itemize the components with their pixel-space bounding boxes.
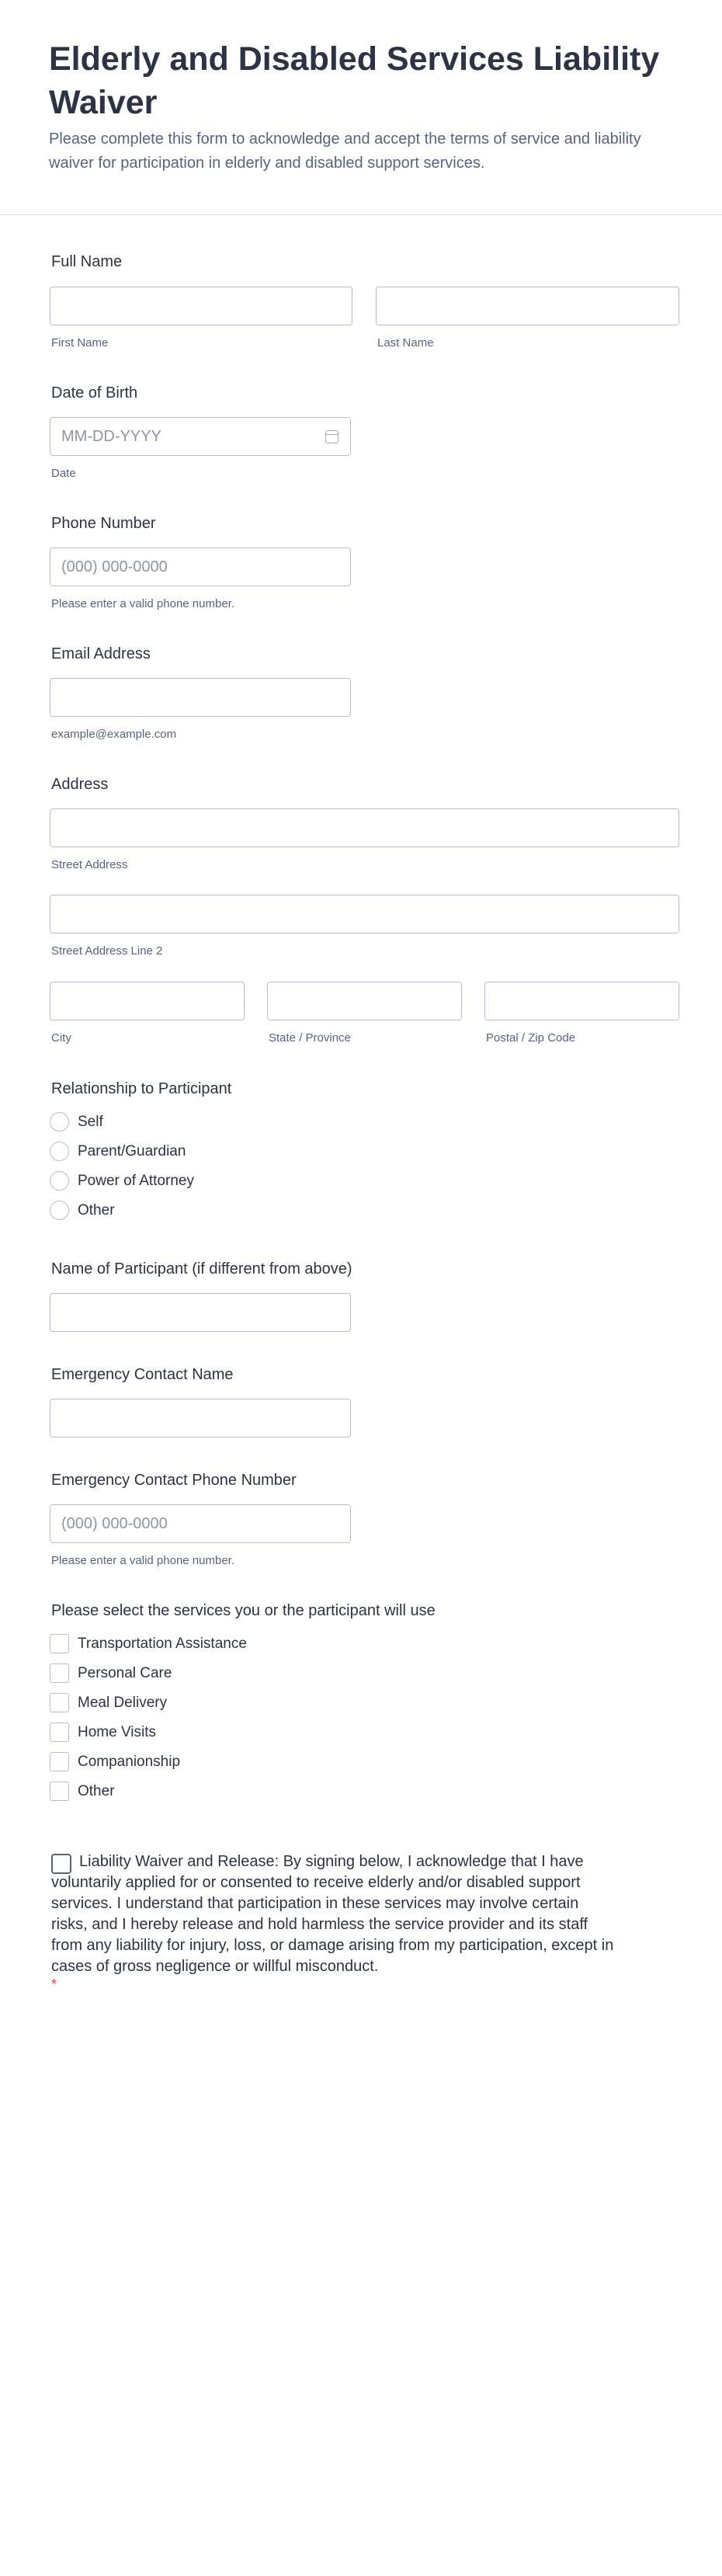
radio-parent-guardian[interactable]	[50, 1142, 69, 1161]
first-name-input[interactable]	[50, 287, 352, 325]
zip-input[interactable]	[484, 982, 679, 1020]
city-sublabel: City	[51, 1031, 71, 1045]
form-description: Please complete this form to acknowledge and accept the terms of service and liability waiver for participation in elderly and disabled support services.	[49, 130, 641, 172]
checkbox-transportation-assistance[interactable]	[50, 1634, 69, 1653]
first-name-sublabel: First Name	[51, 336, 109, 349]
street-address-sublabel: Street Address	[51, 858, 128, 871]
state-sublabel: State / Province	[269, 1031, 351, 1045]
emergency-phone-label: Emergency Contact Phone Number	[51, 1472, 297, 1489]
checkbox-label-other[interactable]: Other	[78, 1783, 115, 1799]
checkbox-meal-delivery[interactable]	[50, 1693, 69, 1712]
radio-self[interactable]	[50, 1112, 69, 1132]
checkbox-other[interactable]	[50, 1782, 69, 1801]
form-header	[0, 0, 722, 215]
radio-label-parent-guardian[interactable]: Parent/Guardian	[78, 1143, 186, 1159]
emergency-phone-sublabel: Please enter a valid phone number.	[51, 1554, 234, 1567]
email-sublabel: example@example.com	[51, 728, 177, 741]
dob-input[interactable]	[50, 417, 351, 456]
phone-label: Phone Number	[51, 515, 156, 532]
city-input[interactable]	[50, 982, 245, 1020]
street-address-line2-input[interactable]	[50, 895, 679, 933]
radio-label-self[interactable]: Self	[78, 1114, 103, 1130]
dob-sublabel: Date	[51, 467, 76, 480]
waiver-agreement-text: Liability Waiver and Release: By signing below, I acknowledge that I have voluntarily applied for or consented to receive elderly and/or disabled support services. I understand that participation in these services may involve certain risks, and I hereby release and hold harmless the service provider and its staff from any liability for injury, loss, or damage arising from my participation, except in cases of gross negligence or willful misconduct.	[51, 1853, 614, 1975]
required-asterisk: *	[51, 1976, 57, 1992]
radio-power-of-attorney[interactable]	[50, 1171, 69, 1191]
form-title: Elderly and Disabled Services Liability Waiver	[49, 40, 660, 121]
dob-label: Date of Birth	[51, 384, 138, 402]
street-address-input[interactable]	[50, 808, 679, 847]
checkbox-label-transportation-assistance[interactable]: Transportation Assistance	[78, 1636, 247, 1652]
checkbox-label-home-visits[interactable]: Home Visits	[78, 1724, 157, 1740]
emergency-phone-input[interactable]	[50, 1504, 351, 1543]
last-name-input[interactable]	[376, 287, 679, 325]
email-label: Email Address	[51, 645, 151, 662]
checkbox-home-visits[interactable]	[50, 1723, 69, 1742]
calendar-icon[interactable]	[325, 430, 338, 443]
checkbox-personal-care[interactable]	[50, 1663, 69, 1683]
state-input[interactable]	[267, 982, 462, 1020]
zip-sublabel: Postal / Zip Code	[486, 1031, 576, 1045]
checkbox-label-companionship[interactable]: Companionship	[78, 1754, 181, 1770]
participant-name-input[interactable]	[50, 1293, 351, 1332]
checkbox-companionship[interactable]	[50, 1752, 69, 1771]
checkbox-label-personal-care[interactable]: Personal Care	[78, 1665, 172, 1681]
emergency-contact-name-label: Emergency Contact Name	[51, 1366, 234, 1383]
radio-label-other[interactable]: Other	[78, 1202, 115, 1218]
relationship-label: Relationship to Participant	[51, 1080, 232, 1097]
emergency-contact-name-input[interactable]	[50, 1399, 351, 1437]
participant-name-label: Name of Participant (if different from above)	[51, 1260, 352, 1278]
checkbox-label-meal-delivery[interactable]: Meal Delivery	[78, 1695, 168, 1711]
phone-input[interactable]	[50, 548, 351, 586]
email-input[interactable]	[50, 678, 351, 717]
waiver-agreement-checkbox[interactable]	[51, 1854, 71, 1874]
phone-sublabel: Please enter a valid phone number.	[51, 597, 234, 610]
last-name-sublabel: Last Name	[377, 336, 434, 349]
full-name-label: Full Name	[51, 253, 123, 270]
address-label: Address	[51, 776, 109, 793]
services-label: Please select the services you or the participant will use	[51, 1602, 436, 1619]
radio-other[interactable]	[50, 1201, 69, 1220]
radio-label-power-of-attorney[interactable]: Power of Attorney	[78, 1173, 194, 1189]
street-address-line2-sublabel: Street Address Line 2	[51, 944, 163, 958]
